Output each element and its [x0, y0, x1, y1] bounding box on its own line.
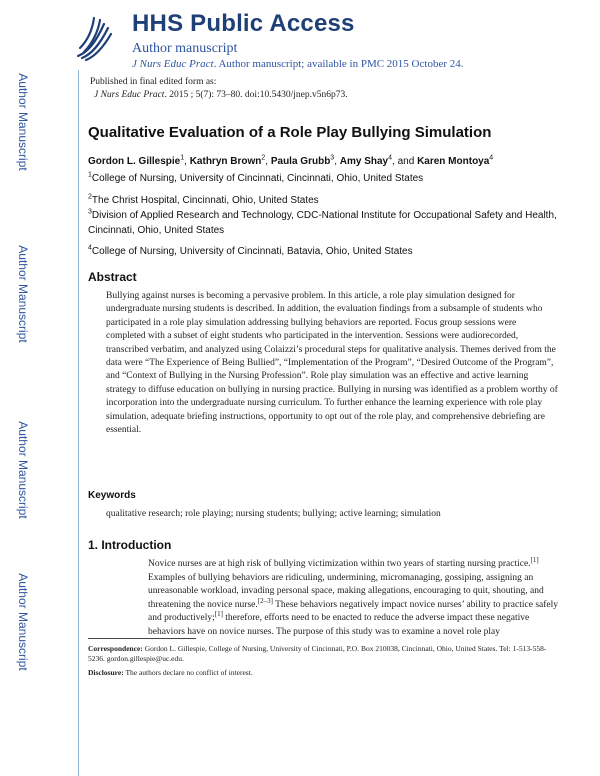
keywords-heading: Keywords	[88, 490, 136, 501]
disclosure-footnote: Disclosure: The authors declare no conflict of interest.	[88, 668, 253, 677]
citation-ref: [2–3]	[257, 596, 273, 605]
author-name: Amy Shay	[339, 156, 389, 167]
abstract-text: Bullying against nurses is becoming a pervasive problem. In this article, a role play simulation designed for undergraduate nursing students is described. In addition, the evaluation findings from a subsample of students who participated in a role play simulation addressing bullying behaviors are reported. Focus group sessions were completed with a subset of eight students who participated in the intervention. Sessions were audiorecorded, transcribed verbatim, and analyzed using Colaizzi’s procedural steps for qualitative analysis. Themes derived from the data were “The Experience of Being Bullied”, “Implementation of the Program”, “Desired Outcome of the Program”, and “Context of Bullying in the Nursing Profession”. Role play simulation was an effective and active learning strategy to diffuse education on bullying in nursing practice. Bullying in nursing was identified as a problem worthy of incorporation into the undergraduate nursing curriculum. To further enhance the learning experience with role play simulation, adequate briefing instructions, opportunity to opt out of the role play, and comprehensive debriefing are essential.	[106, 291, 558, 436]
published-info	[90, 76, 348, 102]
author-sup: 4	[388, 154, 393, 162]
introduction-heading: 1. Introduction	[88, 538, 172, 552]
author-list: Gordon L. Gillespie$^1$, Kathryn Brown$^2$, Paula Grubb$^3$, Amy Shay$^4$, and Karen Montoya$^4$	[88, 154, 494, 167]
correspondence-footnote: Correspondence: Gordon L. Gillespie, College of Nursing, University of Cincinnati, P.O. Box 210038, Cincinnati, Ohio, United States. Tel: 1-513-558-5236. gordon.gillespie@uc.edu.	[88, 644, 547, 663]
header-citation-rest: . Author manuscript; available in PMC 2015 October 24.	[213, 58, 464, 70]
published-citation: . 2015 ; 5(7): 73–80. doi:10.5430/jnep.v5n6p73.	[164, 90, 348, 100]
affiliation-4: $^4$College of Nursing, University of Cincinnati, Batavia, Ohio, United States	[88, 244, 413, 257]
author-sup: 4	[489, 154, 494, 162]
abstract-heading: Abstract	[88, 270, 137, 284]
affiliation-1: $^1$College of Nursing, University of Cincinnati, Cincinnati, Ohio, United States	[88, 171, 424, 184]
header-journal: J Nurs Educ Pract	[132, 58, 214, 70]
citation-ref: [1]	[214, 610, 223, 619]
author-sup: 2	[261, 154, 266, 162]
header-subtitle: Author manuscript	[132, 41, 238, 56]
header-citation	[132, 58, 463, 70]
keywords-text: qualitative research; role playing; nursing students; bullying; active learning; simulation	[106, 509, 441, 519]
affiliation-2: $^2$The Christ Hospital, Cincinnati, Ohio, United States	[88, 193, 319, 206]
published-line1: Published in final edited form as:	[90, 77, 217, 87]
author-name: Paula Grubb	[270, 156, 331, 167]
side-label-1: Author Manuscript	[16, 73, 30, 171]
hhs-eagle-icon	[74, 12, 114, 64]
hhs-header	[74, 8, 574, 70]
citation-ref: [1]	[530, 555, 539, 564]
author-name: Gordon L. Gillespie	[88, 156, 181, 167]
footnote-rule	[88, 638, 196, 639]
side-label-2: Author Manuscript	[16, 245, 30, 343]
affiliation-3: $^3$Division of Applied Research and Technology, CDC-National Institute for Occupational Safety and Health, Cincinnati, Ohio, United States	[88, 208, 557, 236]
author-name: Kathryn Brown	[189, 156, 262, 167]
published-journal: J Nurs Educ Pract	[94, 90, 165, 100]
header-title: HHS Public Access	[132, 10, 355, 37]
published-line2	[90, 89, 348, 102]
introduction-text: Novice nurses are at high risk of bullying victimization within two years of starting nursing practice.[1] Examples of bullying behaviors are ridiculing, undermining, micromanaging, gossiping, assigning an unreasonable workload, invading personal space, making allegations, encouraging to quit, shouting, and threatening the novice nurse.[2–3] These behaviors negatively impact novice nurses’ ability to practice safely and productively;[1] therefore, efforts need to be enacted to reduce the adverse impact these negative behaviors have on novice nurses. The purpose of this study was to examine a novel role play	[148, 555, 558, 637]
margin-rule	[78, 70, 79, 776]
side-label-4: Author Manuscript	[16, 573, 30, 671]
author-sup: 1	[180, 154, 185, 162]
article-title: Qualitative Evaluation of a Role Play Bullying Simulation	[88, 124, 492, 141]
author-sup: 3	[330, 154, 335, 162]
author-name: Karen Montoya	[417, 156, 490, 167]
side-label-3: Author Manuscript	[16, 421, 30, 519]
